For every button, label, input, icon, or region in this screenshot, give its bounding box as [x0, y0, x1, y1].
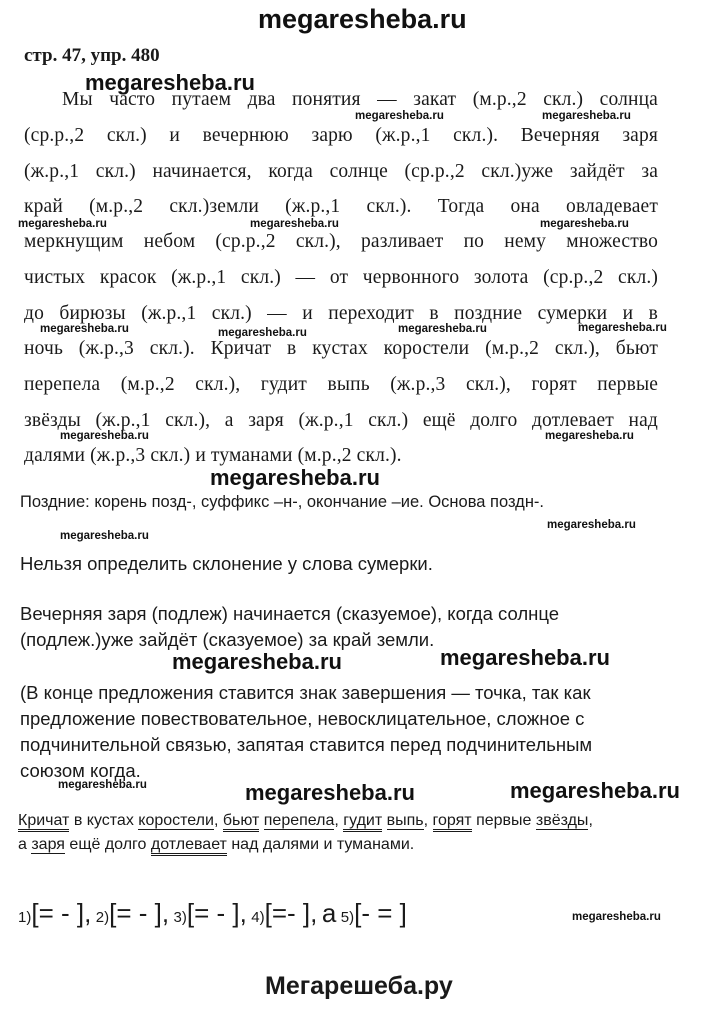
conjunction: а	[321, 898, 337, 928]
watermark: megaresheba.ru	[578, 322, 667, 334]
predicate: Кричат	[18, 812, 69, 832]
text-line: меркнущим небом (ср.р.,2 скл.), разливает по нему множество	[24, 231, 658, 252]
watermark: megaresheba.ru	[250, 218, 339, 230]
sentence-schemes	[18, 898, 407, 929]
text-span: в кустах	[69, 812, 139, 829]
text-span: над далями и туманами.	[226, 836, 415, 853]
predicate: гудит	[343, 812, 382, 832]
watermark: megaresheba.ru	[18, 218, 107, 230]
watermark: megaresheba.ru	[245, 780, 415, 805]
text-line: Мы часто путаем два понятия — закат (м.р.,2 скл.) солнца	[62, 89, 658, 110]
footer-title: Мегарешеба.ру	[265, 972, 453, 1000]
text-line: предложение повествовательное, невосклицательное, сложное с	[20, 708, 585, 729]
text-line: (ж.р.,1 скл.) начинается, когда солнце (ср.р.,2 скл.)уже зайдёт за	[24, 161, 658, 182]
morpheme-analysis: Поздние: корень позд-, суффикс –н-, окончание –ие. Основа поздн-.	[20, 493, 545, 511]
watermark: megaresheba.ru	[58, 779, 147, 791]
scheme-number: 5)	[340, 909, 355, 926]
site-title: megaresheba.ru	[258, 4, 467, 34]
watermark: megaresheba.ru	[545, 430, 634, 442]
text-line: союзом когда.	[20, 760, 141, 781]
watermark: megaresheba.ru	[210, 465, 380, 490]
subject: коростели	[138, 812, 214, 829]
watermark: megaresheba.ru	[572, 911, 661, 923]
scheme-number: 2)	[95, 909, 110, 926]
text-span: ,	[213, 812, 223, 829]
text-span: ,	[588, 812, 593, 829]
text-span: ещё долго	[64, 836, 151, 853]
watermark: megaresheba.ru	[540, 218, 629, 230]
scheme-number: 4)	[251, 909, 265, 926]
text-span	[382, 812, 386, 829]
scheme: [- = ]	[354, 898, 407, 928]
text-span: первые	[471, 812, 536, 829]
watermark: megaresheba.ru	[60, 530, 149, 542]
watermark: megaresheba.ru	[510, 778, 680, 803]
text-span: ,	[334, 812, 344, 829]
exercise-heading: стр. 47, упр. 480	[24, 45, 160, 66]
text-line: Вечерняя заря (подлеж) начинается (сказуемое), когда солнце	[20, 603, 560, 624]
watermark: megaresheba.ru	[40, 323, 129, 335]
text-line: до бирюзы (ж.р.,1 скл.) — и переходит в поздние сумерки и в	[24, 303, 658, 324]
predicate: бьют	[223, 812, 259, 832]
text-line: далями (ж.р.,3 скл.) и туманами (м.р.,2 скл.).	[24, 445, 402, 466]
subject: звёзды	[535, 812, 589, 829]
text-line: (подлеж.)уже зайдёт (сказуемое) за край земли.	[20, 629, 435, 650]
watermark: megaresheba.ru	[542, 110, 631, 122]
text-line: подчинительной связью, запятая ставится перед подчинительным	[20, 734, 593, 755]
watermark: megaresheba.ru	[355, 110, 444, 122]
watermark: megaresheba.ru	[60, 430, 149, 442]
underlined-sentence-line	[18, 836, 414, 854]
predicate: дотлевает	[151, 836, 227, 856]
scheme-number: 1)	[18, 909, 32, 926]
text-span: ,	[423, 812, 433, 829]
text-line: (В конце предложения ставится знак завершения — точка, так как	[20, 682, 591, 703]
subject: перепела	[263, 812, 335, 829]
scheme: [=- ],	[264, 898, 318, 928]
watermark: megaresheba.ru	[398, 323, 487, 335]
underlined-sentence-line	[18, 812, 593, 830]
scheme: [= - ],	[186, 898, 247, 928]
text-line: перепела (м.р.,2 скл.), гудит выпь (ж.р.,3 скл.), горят первые	[24, 374, 658, 395]
predicate: горят	[433, 812, 472, 832]
watermark: megaresheba.ru	[547, 519, 636, 531]
scheme: [= - ],	[31, 898, 92, 928]
text-line: звёзды (ж.р.,1 скл.), а заря (ж.р.,1 скл.) ещё долго дотлевает над	[24, 410, 658, 431]
text-span: а	[18, 836, 32, 853]
declension-note: Нельзя определить склонение у слова сумерки.	[20, 553, 433, 574]
text-line: край (м.р.,2 скл.)земли (ж.р.,1 скл.). Тогда она овладевает	[24, 196, 658, 217]
watermark: megaresheba.ru	[85, 70, 255, 95]
watermark: megaresheba.ru	[218, 327, 307, 339]
watermark: megaresheba.ru	[172, 649, 342, 674]
subject: заря	[31, 836, 65, 853]
text-line: ночь (ж.р.,3 скл.). Кричат в кустах коростели (м.р.,2 скл.), бьют	[24, 338, 658, 359]
subject: выпь	[386, 812, 424, 829]
scheme: [= - ],	[109, 898, 170, 928]
watermark: megaresheba.ru	[440, 645, 610, 670]
scheme-number: 3)	[173, 909, 187, 926]
text-line: чистых красок (ж.р.,1 скл.) — от червонного золота (ср.р.,2 скл.)	[24, 267, 658, 288]
text-line: (ср.р.,2 скл.) и вечернюю зарю (ж.р.,1 скл.). Вечерняя заря	[24, 125, 658, 146]
